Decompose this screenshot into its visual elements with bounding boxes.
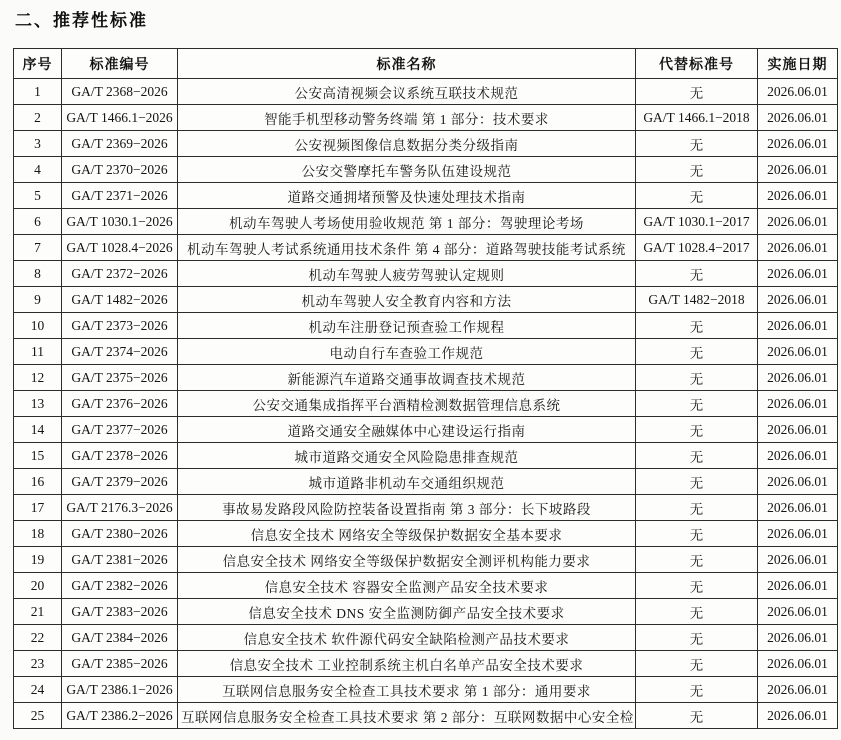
cell-standard-code: GA/T 2385−2026 <box>62 651 178 677</box>
cell-standard-code: GA/T 2386.1−2026 <box>62 677 178 703</box>
cell-standard-code: GA/T 2369−2026 <box>62 131 178 157</box>
cell-implement-date: 2026.06.01 <box>758 573 838 599</box>
cell-serial-number: 18 <box>14 521 62 547</box>
cell-serial-number: 14 <box>14 417 62 443</box>
cell-implement-date: 2026.06.01 <box>758 105 838 131</box>
cell-standard-code: GA/T 2373−2026 <box>62 313 178 339</box>
table-row <box>14 313 838 339</box>
cell-serial-number: 3 <box>14 131 62 157</box>
cell-replaced-code: 无 <box>636 625 758 651</box>
cell-replaced-code: 无 <box>636 417 758 443</box>
header-row <box>14 49 838 79</box>
cell-standard-name: 机动车驾驶人考试系统通用技术条件 第 4 部分：道路驾驶技能考试系统 <box>178 235 636 261</box>
cell-standard-name: 城市道路交通安全风险隐患排查规范 <box>178 443 636 469</box>
cell-replaced-code: 无 <box>636 443 758 469</box>
cell-standard-code: GA/T 2386.2−2026 <box>62 703 178 729</box>
table-row <box>14 625 838 651</box>
cell-serial-number: 10 <box>14 313 62 339</box>
cell-standard-name: 机动车驾驶人考场使用验收规范 第 1 部分：驾驶理论考场 <box>178 209 636 235</box>
table-row <box>14 183 838 209</box>
table-row <box>14 703 838 729</box>
table-row <box>14 157 838 183</box>
cell-standard-code: GA/T 2383−2026 <box>62 599 178 625</box>
cell-implement-date: 2026.06.01 <box>758 235 838 261</box>
cell-standard-code: GA/T 2380−2026 <box>62 521 178 547</box>
cell-implement-date: 2026.06.01 <box>758 391 838 417</box>
table-row <box>14 599 838 625</box>
cell-replaced-code: 无 <box>636 495 758 521</box>
cell-implement-date: 2026.06.01 <box>758 651 838 677</box>
column-header-date: 实施日期 <box>758 49 838 79</box>
section-title: 二、推荐性标准 <box>15 11 148 30</box>
cell-standard-code: GA/T 1028.4−2026 <box>62 235 178 261</box>
cell-replaced-code: 无 <box>636 365 758 391</box>
cell-standard-name: 电动自行车查验工作规范 <box>178 339 636 365</box>
cell-serial-number: 6 <box>14 209 62 235</box>
cell-implement-date: 2026.06.01 <box>758 287 838 313</box>
cell-replaced-code: 无 <box>636 157 758 183</box>
cell-standard-code: GA/T 2368−2026 <box>62 79 178 105</box>
cell-replaced-code: 无 <box>636 131 758 157</box>
table-row <box>14 547 838 573</box>
cell-replaced-code: 无 <box>636 703 758 729</box>
cell-standard-code: GA/T 2382−2026 <box>62 573 178 599</box>
cell-standard-name: 信息安全技术 DNS 安全监测防御产品安全技术要求 <box>178 599 636 625</box>
cell-serial-number: 20 <box>14 573 62 599</box>
cell-standard-name: 智能手机型移动警务终端 第 1 部分：技术要求 <box>178 105 636 131</box>
column-header-name: 标准名称 <box>178 49 636 79</box>
table-row <box>14 443 838 469</box>
cell-standard-name: 机动车驾驶人安全教育内容和方法 <box>178 287 636 313</box>
cell-replaced-code: 无 <box>636 521 758 547</box>
cell-replaced-code: 无 <box>636 599 758 625</box>
cell-serial-number: 23 <box>14 651 62 677</box>
table-row <box>14 105 838 131</box>
table-row <box>14 339 838 365</box>
cell-standard-name: 道路交通安全融媒体中心建设运行指南 <box>178 417 636 443</box>
cell-serial-number: 7 <box>14 235 62 261</box>
cell-standard-code: GA/T 2375−2026 <box>62 365 178 391</box>
cell-standard-name: 信息安全技术 软件源代码安全缺陷检测产品技术要求 <box>178 625 636 651</box>
cell-serial-number: 13 <box>14 391 62 417</box>
cell-standard-code: GA/T 2374−2026 <box>62 339 178 365</box>
table-row <box>14 261 838 287</box>
table-row <box>14 209 838 235</box>
table-row <box>14 521 838 547</box>
cell-standard-name: 公安高清视频会议系统互联技术规范 <box>178 79 636 105</box>
cell-standard-name: 城市道路非机动车交通组织规范 <box>178 469 636 495</box>
cell-replaced-code: 无 <box>636 183 758 209</box>
table-row <box>14 651 838 677</box>
cell-standard-code: GA/T 2381−2026 <box>62 547 178 573</box>
standards-table <box>13 48 838 729</box>
cell-implement-date: 2026.06.01 <box>758 365 838 391</box>
cell-standard-code: GA/T 2377−2026 <box>62 417 178 443</box>
cell-serial-number: 8 <box>14 261 62 287</box>
table-row <box>14 391 838 417</box>
cell-standard-code: GA/T 2379−2026 <box>62 469 178 495</box>
cell-standard-name: 新能源汽车道路交通事故调查技术规范 <box>178 365 636 391</box>
cell-replaced-code: GA/T 1030.1−2017 <box>636 209 758 235</box>
cell-implement-date: 2026.06.01 <box>758 313 838 339</box>
cell-standard-name: 公安视频图像信息数据分类分级指南 <box>178 131 636 157</box>
cell-standard-name: 信息安全技术 容器安全监测产品安全技术要求 <box>178 573 636 599</box>
cell-serial-number: 24 <box>14 677 62 703</box>
cell-standard-name: 信息安全技术 网络安全等级保护数据安全基本要求 <box>178 521 636 547</box>
cell-implement-date: 2026.06.01 <box>758 677 838 703</box>
cell-implement-date: 2026.06.01 <box>758 131 838 157</box>
cell-implement-date: 2026.06.01 <box>758 79 838 105</box>
cell-replaced-code: 无 <box>636 677 758 703</box>
cell-implement-date: 2026.06.01 <box>758 183 838 209</box>
cell-replaced-code: 无 <box>636 469 758 495</box>
cell-standard-code: GA/T 1466.1−2026 <box>62 105 178 131</box>
cell-serial-number: 12 <box>14 365 62 391</box>
cell-replaced-code: 无 <box>636 339 758 365</box>
cell-implement-date: 2026.06.01 <box>758 547 838 573</box>
cell-standard-code: GA/T 2371−2026 <box>62 183 178 209</box>
table-row <box>14 495 838 521</box>
cell-implement-date: 2026.06.01 <box>758 339 838 365</box>
cell-standard-name: 机动车注册登记预查验工作规程 <box>178 313 636 339</box>
table-row <box>14 131 838 157</box>
cell-serial-number: 17 <box>14 495 62 521</box>
cell-implement-date: 2026.06.01 <box>758 209 838 235</box>
cell-standard-code: GA/T 1482−2026 <box>62 287 178 313</box>
table-row <box>14 79 838 105</box>
cell-serial-number: 11 <box>14 339 62 365</box>
cell-standard-name: 机动车驾驶人疲劳驾驶认定规则 <box>178 261 636 287</box>
table-row <box>14 469 838 495</box>
cell-replaced-code: 无 <box>636 261 758 287</box>
cell-implement-date: 2026.06.01 <box>758 417 838 443</box>
cell-implement-date: 2026.06.01 <box>758 625 838 651</box>
cell-standard-code: GA/T 2176.3−2026 <box>62 495 178 521</box>
cell-replaced-code: GA/T 1028.4−2017 <box>636 235 758 261</box>
cell-standard-name: 道路交通拥堵预警及快速处理技术指南 <box>178 183 636 209</box>
cell-standard-name: 信息安全技术 网络安全等级保护数据安全测评机构能力要求 <box>178 547 636 573</box>
cell-replaced-code: 无 <box>636 313 758 339</box>
cell-implement-date: 2026.06.01 <box>758 469 838 495</box>
column-header-no: 序号 <box>14 49 62 79</box>
cell-replaced-code: GA/T 1466.1−2018 <box>636 105 758 131</box>
cell-replaced-code: 无 <box>636 391 758 417</box>
table-row <box>14 235 838 261</box>
standards-table-body <box>14 79 838 729</box>
cell-implement-date: 2026.06.01 <box>758 157 838 183</box>
cell-serial-number: 21 <box>14 599 62 625</box>
cell-implement-date: 2026.06.01 <box>758 495 838 521</box>
column-header-replaces: 代替标准号 <box>636 49 758 79</box>
cell-replaced-code: 无 <box>636 547 758 573</box>
cell-standard-name: 互联网信息服务安全检查工具技术要求 第 2 部分：互联网数据中心安全检 <box>178 703 636 729</box>
cell-standard-name: 公安交通集成指挥平台酒精检测数据管理信息系统 <box>178 391 636 417</box>
cell-implement-date: 2026.06.01 <box>758 703 838 729</box>
cell-standard-code: GA/T 2376−2026 <box>62 391 178 417</box>
column-header-code: 标准编号 <box>62 49 178 79</box>
cell-serial-number: 19 <box>14 547 62 573</box>
cell-implement-date: 2026.06.01 <box>758 443 838 469</box>
cell-serial-number: 9 <box>14 287 62 313</box>
cell-replaced-code: GA/T 1482−2018 <box>636 287 758 313</box>
cell-standard-name: 互联网信息服务安全检查工具技术要求 第 1 部分：通用要求 <box>178 677 636 703</box>
cell-serial-number: 4 <box>14 157 62 183</box>
table-row <box>14 287 838 313</box>
cell-serial-number: 1 <box>14 79 62 105</box>
cell-serial-number: 22 <box>14 625 62 651</box>
cell-standard-name: 公安交警摩托车警务队伍建设规范 <box>178 157 636 183</box>
cell-standard-name: 事故易发路段风险防控装备设置指南 第 3 部分：长下坡路段 <box>178 495 636 521</box>
standards-table-header <box>14 49 838 79</box>
cell-serial-number: 2 <box>14 105 62 131</box>
cell-implement-date: 2026.06.01 <box>758 521 838 547</box>
table-row <box>14 365 838 391</box>
cell-standard-code: GA/T 2384−2026 <box>62 625 178 651</box>
cell-standard-code: GA/T 2372−2026 <box>62 261 178 287</box>
cell-standard-code: GA/T 1030.1−2026 <box>62 209 178 235</box>
cell-replaced-code: 无 <box>636 79 758 105</box>
table-row <box>14 677 838 703</box>
cell-implement-date: 2026.06.01 <box>758 261 838 287</box>
cell-replaced-code: 无 <box>636 651 758 677</box>
cell-replaced-code: 无 <box>636 573 758 599</box>
cell-implement-date: 2026.06.01 <box>758 599 838 625</box>
table-row <box>14 417 838 443</box>
cell-serial-number: 15 <box>14 443 62 469</box>
table-row <box>14 573 838 599</box>
cell-standard-code: GA/T 2378−2026 <box>62 443 178 469</box>
cell-serial-number: 16 <box>14 469 62 495</box>
cell-serial-number: 25 <box>14 703 62 729</box>
cell-standard-name: 信息安全技术 工业控制系统主机白名单产品安全技术要求 <box>178 651 636 677</box>
cell-serial-number: 5 <box>14 183 62 209</box>
cell-standard-code: GA/T 2370−2026 <box>62 157 178 183</box>
